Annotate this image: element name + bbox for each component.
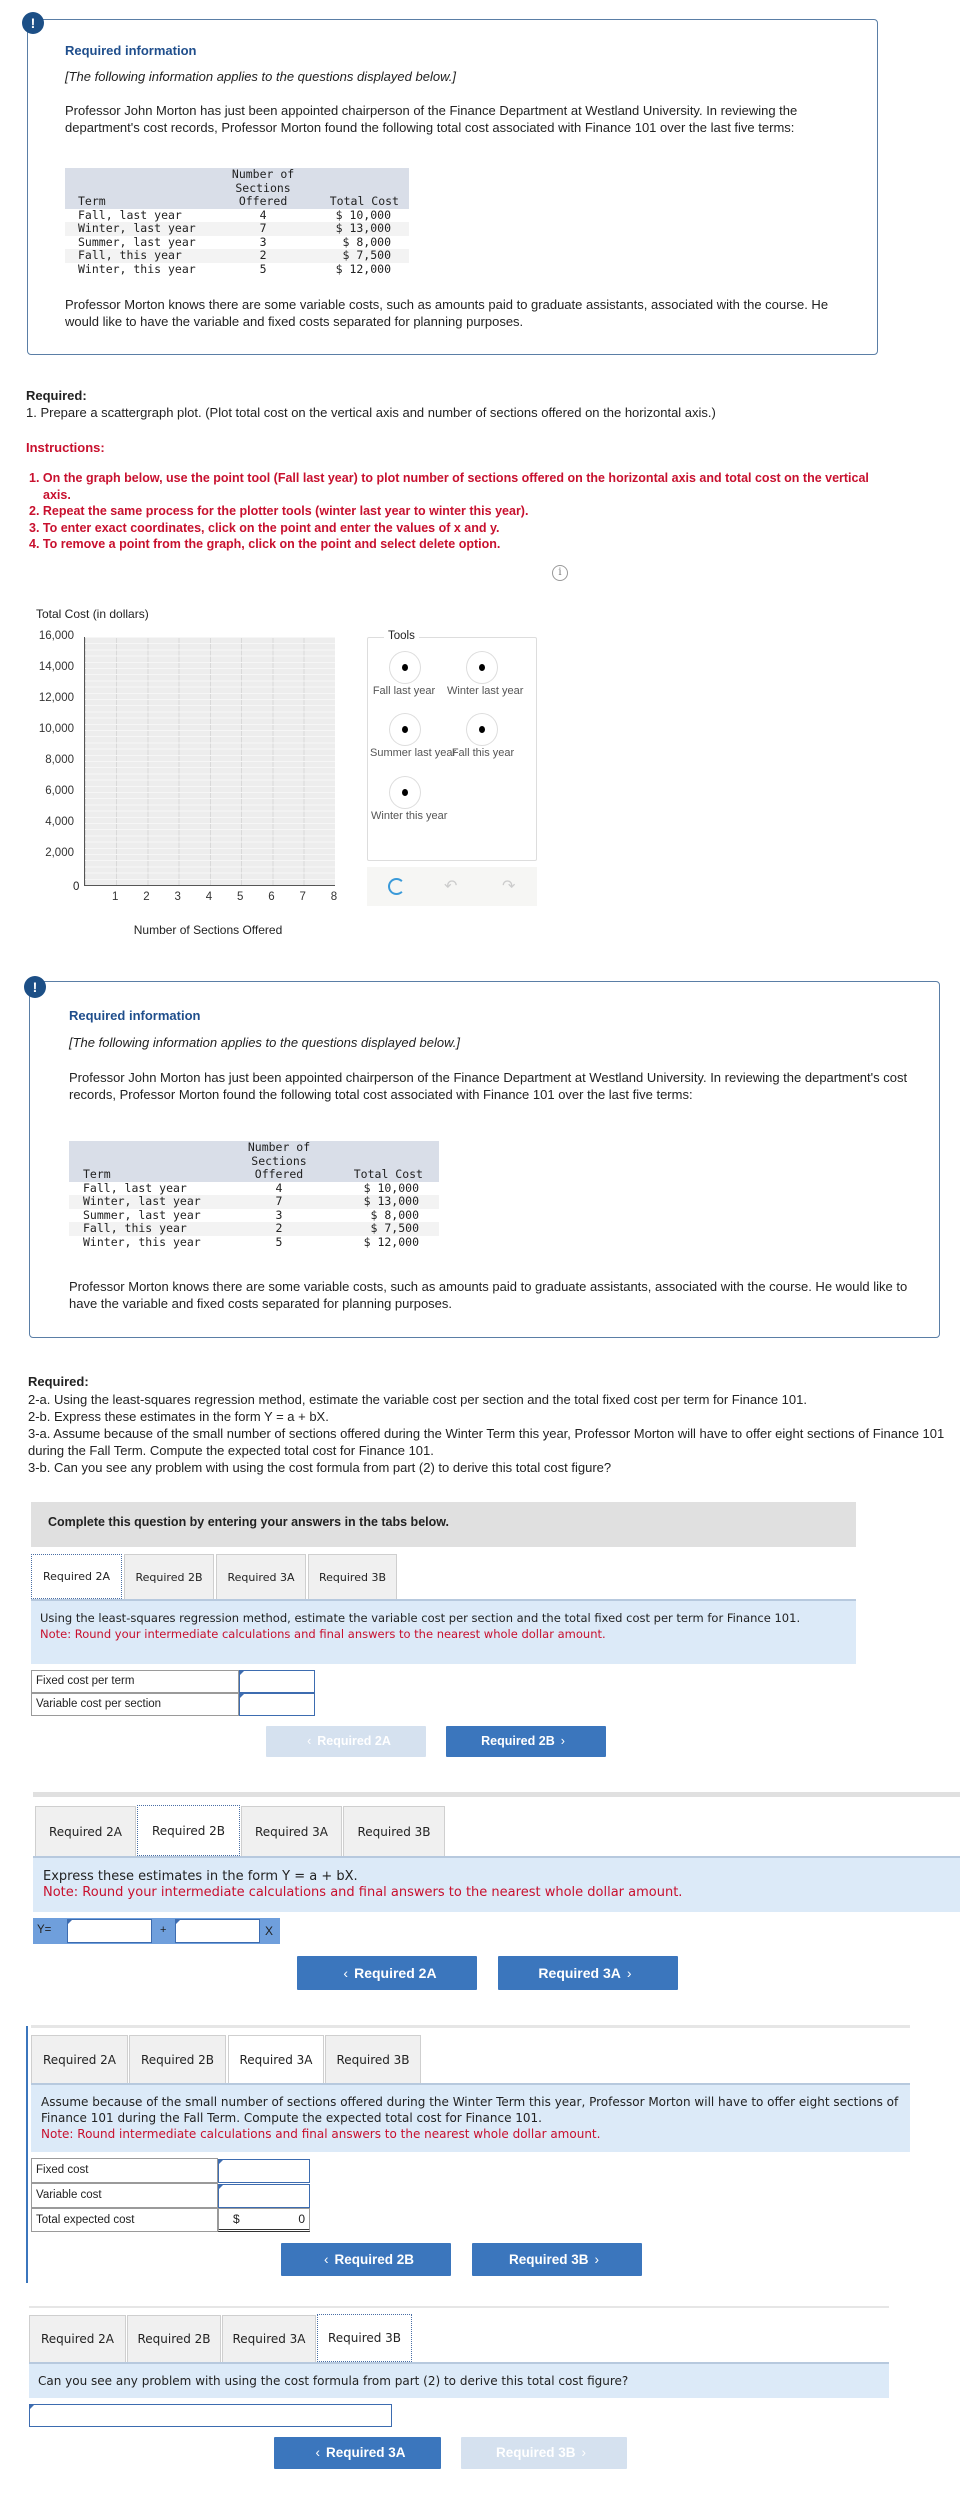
info-italic-note: [The following information applies to the questions displayed below.] xyxy=(65,69,456,84)
next-button-3b[interactable] xyxy=(461,2437,627,2469)
cell-term: Winter, this year xyxy=(83,1234,201,1249)
prev-button-label: Required 2A xyxy=(354,1965,437,1981)
cell-sections: 5 xyxy=(259,261,267,276)
divider xyxy=(29,2306,889,2308)
chevron-left-icon: ‹ xyxy=(343,1965,349,1981)
point-tool-fall-last-year[interactable] xyxy=(389,651,421,684)
cell-cost: $ 13,000 xyxy=(329,1195,439,1209)
tab-required-3b[interactable]: Required 3B xyxy=(308,1554,397,1599)
table-row xyxy=(65,249,409,263)
variable-cost-per-section-label: Variable cost per section xyxy=(31,1693,239,1716)
tab-required-3a[interactable]: Required 3A xyxy=(241,1806,342,1856)
instruction-item: 2. Repeat the same process for the plotter tools (winter last year to winter this year). xyxy=(29,504,529,518)
variable-cost-label: Variable cost xyxy=(31,2183,218,2208)
tab-required-3b[interactable]: Required 3B xyxy=(317,2314,412,2362)
cell-cost: $ 7,500 xyxy=(329,1222,439,1236)
fixed-cost-per-term-input[interactable] xyxy=(239,1670,315,1693)
total-expected-cost-label: Total expected cost xyxy=(31,2208,218,2232)
total-expected-cost-value: 0 xyxy=(298,2212,305,2226)
tab-required-2b[interactable]: Required 2B xyxy=(124,1554,214,1599)
alert-icon: ! xyxy=(24,976,46,998)
x-tick-label: 3 xyxy=(174,891,181,903)
x-tick-label: 8 xyxy=(330,891,338,903)
chevron-right-icon: › xyxy=(594,2252,600,2267)
instruction-item: 1. On the graph below, use the point tool (Fall last year) to plot number of sections offered on the horizontal axis and total cost on the vertical axis. xyxy=(29,471,869,502)
point-tool-winter-last-year[interactable] xyxy=(466,651,498,684)
y-tick-label: 12,000 xyxy=(38,692,74,704)
chevron-right-icon: › xyxy=(560,1734,565,1748)
undo-icon[interactable]: ↶ xyxy=(444,878,458,895)
answer-3b-input[interactable] xyxy=(29,2404,392,2427)
table-row xyxy=(65,236,409,250)
x-tick-label: 2 xyxy=(143,891,150,903)
cell-term: Fall, this year xyxy=(69,1222,229,1236)
header-sections-3: Offered xyxy=(229,1168,329,1182)
info-paragraph-2: Professor Morton knows there are some variable costs, such as amounts paid to graduate assistants, associated with the course. He would like to have the variable and fixed costs separated for planning purposes. xyxy=(65,297,829,329)
required-info-title: Required information xyxy=(69,1008,201,1023)
next-button-label: Required 3A xyxy=(538,1965,621,1981)
tool-label: Summer last year xyxy=(370,747,457,759)
required-item: 2-b. Express these estimates in the form Y = a + bX. xyxy=(28,1409,329,1424)
chevron-left-icon: ‹ xyxy=(323,2252,329,2267)
instruction-item: 3. To enter exact coordinates, click on the point and enter the values of x and y. xyxy=(29,520,500,535)
tab-required-3b[interactable]: Required 3B xyxy=(325,2035,421,2083)
instructions-heading: Instructions: xyxy=(26,440,105,455)
tool-label: Winter this year xyxy=(371,810,448,822)
table-row xyxy=(69,1195,439,1209)
cell-cost: $ 8,000 xyxy=(342,234,391,249)
required-heading: Required: xyxy=(26,388,87,403)
table-row xyxy=(65,209,409,223)
tab-required-3a[interactable]: Required 3A xyxy=(228,2035,324,2085)
x-tick-label: 1 xyxy=(112,891,119,903)
cost-data-table xyxy=(65,168,409,276)
header-term: Term xyxy=(65,195,216,209)
table-row xyxy=(69,1209,439,1223)
cell-term: Winter, this year xyxy=(78,261,196,276)
chart-x-axis-label: Number of Sections Offered xyxy=(133,923,283,937)
chart-y-axis-label: Total Cost (in dollars) xyxy=(36,607,149,621)
cell-sections: 2 xyxy=(229,1222,329,1236)
question-text: Using the least-squares regression method, estimate the variable cost per section and the total fixed cost per term for Finance 101. xyxy=(40,1611,801,1625)
x-tick-label: 6 xyxy=(268,891,275,903)
cell-cost: $ 8,000 xyxy=(370,1207,419,1222)
question-panel-2b xyxy=(33,1856,960,1912)
cell-term: Fall, last year xyxy=(83,1180,187,1195)
prev-button-label: Required 3A xyxy=(325,2445,406,2460)
cell-cost: $ 10,000 xyxy=(335,207,391,222)
slope-b-input[interactable] xyxy=(175,1919,260,1943)
y-tick-label: 6,000 xyxy=(45,785,74,797)
cell-sections: 7 xyxy=(216,222,310,236)
next-button-2a[interactable] xyxy=(446,1726,606,1757)
chevron-left-icon: ‹ xyxy=(307,1734,312,1748)
table-row xyxy=(65,222,409,236)
point-tool-summer-last-year[interactable] xyxy=(389,713,421,746)
fixed-cost-label: Fixed cost xyxy=(31,2158,218,2183)
next-button-label: Required 3B xyxy=(508,2252,589,2267)
cell-sections: 4 xyxy=(275,1180,283,1195)
required-item: 3-b. Can you see any problem with using the cost formula from part (2) to derive this total cost figure? xyxy=(28,1460,612,1475)
tab-required-2a[interactable]: Required 2A xyxy=(29,2315,126,2362)
tab-required-3b[interactable]: Required 3B xyxy=(343,1806,445,1856)
next-button-label: Required 3B xyxy=(495,2445,576,2460)
y-tick-label: 2,000 xyxy=(45,847,74,859)
info-icon[interactable]: i xyxy=(552,565,568,581)
prev-button-3b[interactable] xyxy=(274,2437,441,2469)
y-tick-label: 10,000 xyxy=(38,723,74,735)
header-sections-1: Number of xyxy=(216,168,310,182)
cell-sections: 5 xyxy=(275,1234,283,1249)
redo-icon[interactable]: ↷ xyxy=(502,878,516,895)
tab-required-2b[interactable]: Required 2B xyxy=(127,2315,221,2362)
y-tick-label: 16,000 xyxy=(38,630,74,642)
question-panel-2a xyxy=(31,1599,856,1664)
currency-symbol: $ xyxy=(233,2212,240,2226)
required-item: 2-a. Using the least-squares regression method, estimate the variable cost per section and the total fixed cost per term for Finance 101. xyxy=(28,1392,807,1407)
cell-cost: $ 7,500 xyxy=(310,249,409,263)
intercept-a-input[interactable] xyxy=(67,1919,152,1943)
cell-term: Summer, last year xyxy=(78,234,196,249)
next-button-2b[interactable] xyxy=(498,1956,678,1990)
tab-required-2b[interactable]: Required 2B xyxy=(129,2035,226,2083)
header-sections-2: Sections xyxy=(229,1155,329,1169)
info-paragraph: Professor John Morton has just been appointed chairperson of the Finance Department at Westland University. In reviewing the department's cost records, Professor Morton found the following total cost associated with Finance 101 over the last five terms: xyxy=(65,103,798,135)
x-tick-label: 5 xyxy=(237,891,244,903)
tool-label: Winter last year xyxy=(447,685,524,697)
point-tool-fall-this-year[interactable] xyxy=(466,713,498,746)
tab-required-2a[interactable]: Required 2A xyxy=(31,2035,128,2083)
prev-button-label: Required 2B xyxy=(334,2252,415,2267)
point-tool-winter-this-year[interactable] xyxy=(389,776,421,809)
question-note: Note: Round your intermediate calculations and final answers to the nearest whole dollar amount. xyxy=(43,1885,683,1900)
fixed-cost-per-term-label: Fixed cost per term xyxy=(31,1670,239,1693)
chevron-left-icon: ‹ xyxy=(315,2445,320,2460)
table-row xyxy=(69,1236,439,1250)
question-text: Can you see any problem with using the cost formula from part (2) to derive this total cost figure? xyxy=(38,2374,629,2388)
variable-cost-per-section-input[interactable] xyxy=(239,1693,315,1716)
required-text: 1. Prepare a scattergraph plot. (Plot total cost on the vertical axis and number of sections offered on the horizontal axis.) xyxy=(26,405,716,420)
required-item: 3-a. Assume because of the small number of sections offered during the Winter Term this year, Professor Morton will have to offer eight sections of Finance 101 during the Fall Term. Compute the expected total cost for Finance 101. xyxy=(28,1426,945,1458)
question-note: Note: Round your intermediate calculations and final answers to the nearest whole dollar amount. xyxy=(40,1627,606,1641)
cost-data-table xyxy=(69,1141,439,1249)
alert-icon: ! xyxy=(22,12,44,34)
required-info-title: Required information xyxy=(65,43,197,58)
question-text: Express these estimates in the form Y = a + bX. xyxy=(43,1869,358,1884)
y-tick-label: 8,000 xyxy=(45,754,74,766)
question-text: Assume because of the small number of sections offered during the Winter Term this year, Professor Morton will have to offer eight sections of Finance 101 during the Fall Term. Compute the expected total cost for Finance 101. xyxy=(41,2095,899,2125)
cell-term: Winter, last year xyxy=(65,222,216,236)
table-row xyxy=(69,1222,439,1236)
cell-cost: $ 12,000 xyxy=(335,261,391,276)
tab-required-3a[interactable]: Required 3A xyxy=(222,2315,316,2362)
question-panel-3b xyxy=(29,2362,889,2398)
tab-required-2a[interactable]: Required 2A xyxy=(35,1806,136,1856)
cell-cost: $ 12,000 xyxy=(363,1234,419,1249)
info-paragraph: Professor John Morton has just been appointed chairperson of the Finance Department at Westland University. In reviewing the department's cost records, Professor Morton found the following total cost associated with Finance 101 over the last five terms: xyxy=(69,1070,908,1102)
prev-button-3a[interactable] xyxy=(281,2243,451,2276)
next-button-label: Required 2B xyxy=(481,1734,555,1748)
header-total-cost: Total Cost xyxy=(329,1168,439,1182)
reset-icon[interactable] xyxy=(388,878,405,895)
required-heading-2: Required: xyxy=(28,1374,89,1389)
tab-required-2b[interactable]: Required 2B xyxy=(137,1805,240,1856)
variable-cost-input[interactable] xyxy=(218,2184,310,2208)
table-row xyxy=(69,1182,439,1196)
y-tick-label: 14,000 xyxy=(38,661,74,673)
header-sections-3: Offered xyxy=(216,195,310,209)
cell-term: Summer, last year xyxy=(83,1207,201,1222)
cell-sections: 3 xyxy=(259,234,267,249)
cell-term: Fall, last year xyxy=(78,207,182,222)
info-italic-note: [The following information applies to the questions displayed below.] xyxy=(69,1035,460,1050)
table-row xyxy=(65,263,409,277)
cell-sections: 7 xyxy=(229,1195,329,1209)
header-term: Term xyxy=(69,1168,229,1182)
fixed-cost-input[interactable] xyxy=(218,2159,310,2183)
x-label: X xyxy=(265,1924,274,1938)
prev-button-label: Required 2A xyxy=(317,1734,391,1748)
header-sections-2: Sections xyxy=(216,182,310,196)
y-equals-label: Y= xyxy=(37,1924,52,1936)
required-list xyxy=(28,1391,948,1476)
y-tick-label: 4,000 xyxy=(45,816,74,828)
cell-sections: 3 xyxy=(275,1207,283,1222)
cell-sections: 4 xyxy=(259,207,267,222)
chevron-right-icon: › xyxy=(581,2445,587,2460)
tool-label: Fall this year xyxy=(451,747,515,759)
tab-required-3a[interactable]: Required 3A xyxy=(216,1554,306,1599)
question-note: Note: Round intermediate calculations and final answers to the nearest whole dollar amount. xyxy=(41,2127,601,2141)
instruction-item: 4. To remove a point from the graph, click on the point and select delete option. xyxy=(29,537,501,551)
tool-label: Fall last year xyxy=(372,685,436,697)
divider xyxy=(33,1792,960,1797)
chart-origin-label: 0 xyxy=(73,881,80,893)
cell-term: Fall, this year xyxy=(65,249,216,263)
tools-legend: Tools xyxy=(384,630,419,642)
complete-banner-text: Complete this question by entering your answers in the tabs below. xyxy=(48,1515,449,1529)
x-tick-label: 7 xyxy=(299,891,306,903)
cell-cost: $ 10,000 xyxy=(363,1180,419,1195)
cell-term: Winter, last year xyxy=(69,1195,229,1209)
question-panel-3a xyxy=(31,2083,910,2152)
prev-button-2b[interactable] xyxy=(297,1956,477,1990)
scatter-plot-area[interactable] xyxy=(84,637,335,886)
prev-button-2a[interactable] xyxy=(266,1726,426,1757)
cell-sections: 2 xyxy=(216,249,310,263)
x-tick-label: 4 xyxy=(205,891,213,903)
divider xyxy=(31,2025,910,2028)
instructions-list xyxy=(29,470,884,553)
header-sections-1: Number of xyxy=(229,1141,329,1155)
next-button-3a[interactable] xyxy=(472,2243,642,2276)
chevron-right-icon: › xyxy=(626,1965,632,1981)
focus-bar xyxy=(26,2026,28,2283)
cell-cost: $ 13,000 xyxy=(310,222,409,236)
header-total-cost: Total Cost xyxy=(310,195,409,209)
tab-required-2a[interactable]: Required 2A xyxy=(31,1554,122,1599)
plus-label: + xyxy=(160,1924,167,1936)
info-paragraph-2: Professor Morton knows there are some variable costs, such as amounts paid to graduate assistants, associated with the course. He would like to have the variable and fixed costs separated for planning purposes. xyxy=(69,1279,908,1311)
